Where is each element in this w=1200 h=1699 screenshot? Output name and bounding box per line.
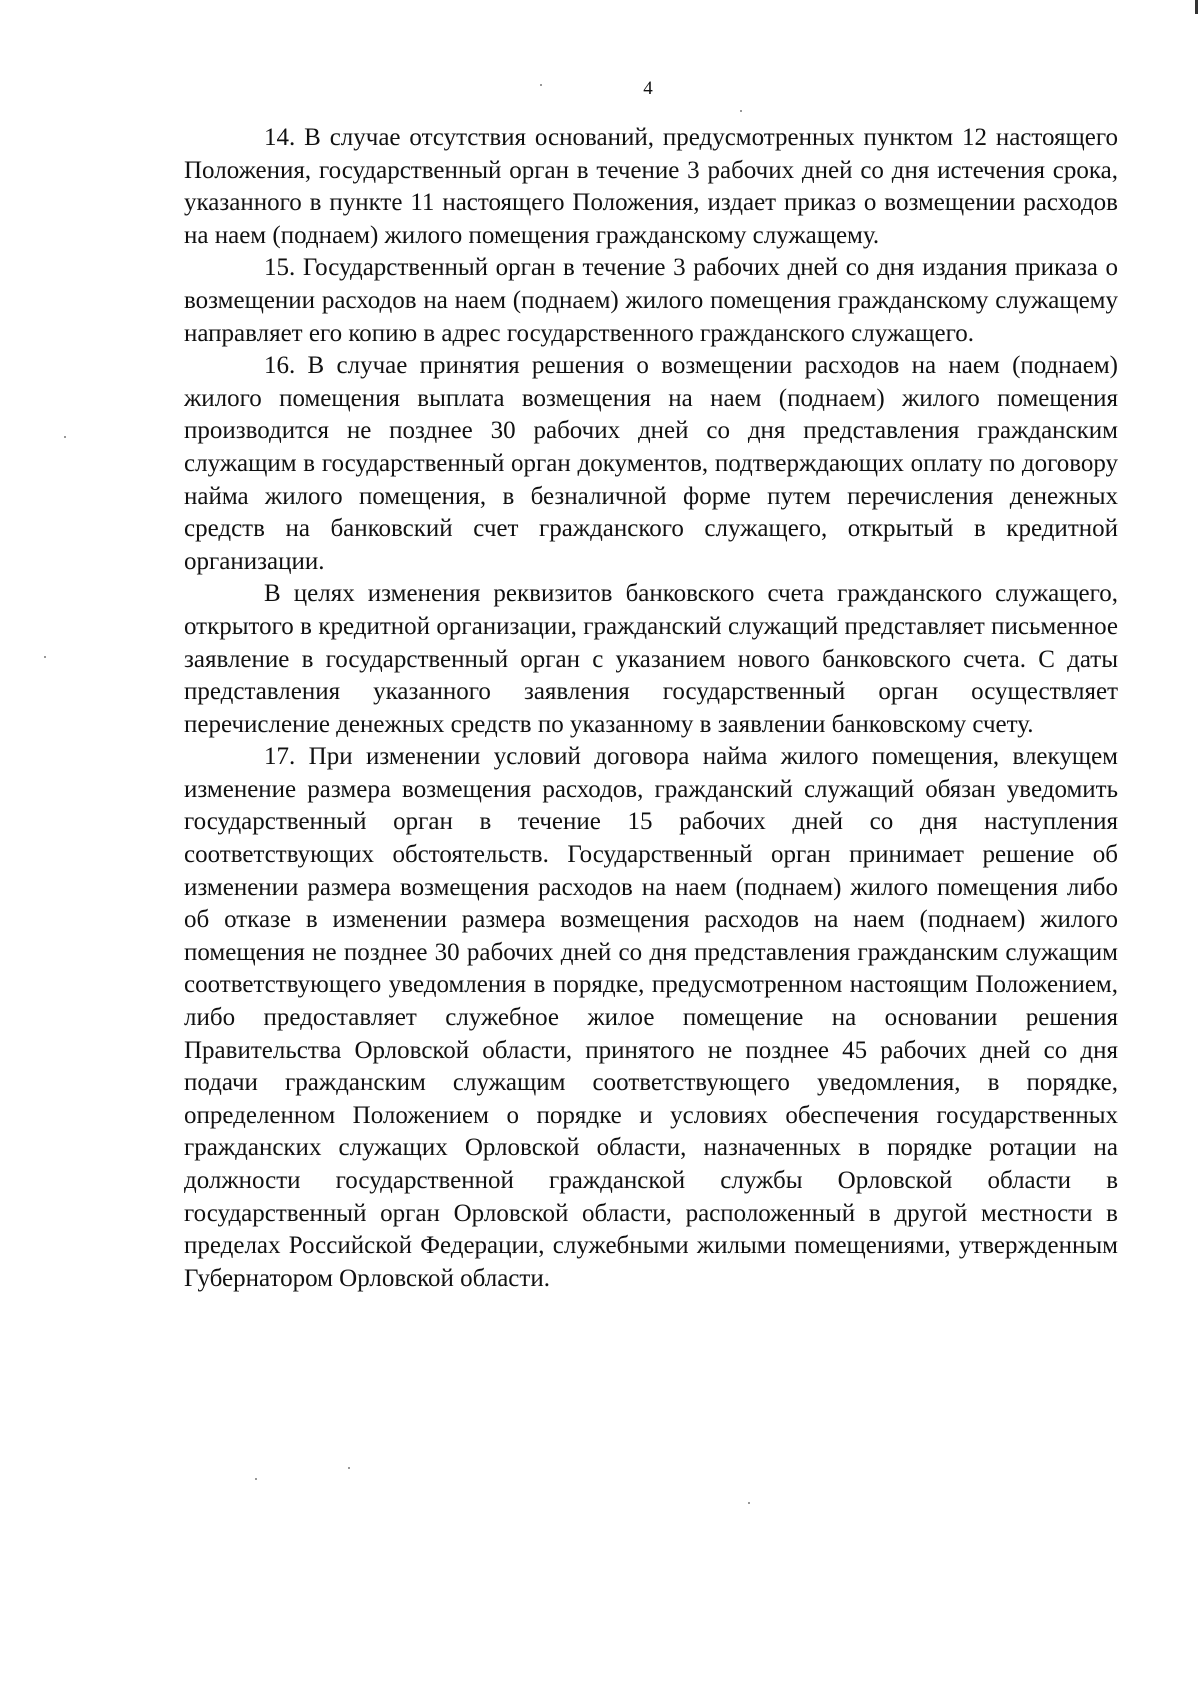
scan-speck xyxy=(44,656,46,658)
scan-speck xyxy=(64,436,66,438)
scan-speck xyxy=(740,110,742,112)
scan-speck xyxy=(255,1478,257,1480)
paragraph-15: 15. Государственный орган в течение 3 рабочих дней со дня издания приказа о возмещении расходов на наем (поднаем) жилого помещения гражданскому служащему направляет его копию в адрес государственного гражданского служащего. xyxy=(184,254,1118,347)
page-number: 4 xyxy=(643,78,653,99)
paragraph-16-bank-details: В целях изменения реквизитов банковского счета гражданского служащего, открытого в кредитной организации, гражданский служащий представляет письменное заявление в государственный орган с указанием нового банковского счета. С даты представления указанного заявления государственный орган осуществляет перечисление денежных средств по указанному в заявлении банковскому счету. xyxy=(184,580,1118,738)
scan-speck xyxy=(748,1502,750,1504)
scan-speck xyxy=(348,1467,350,1469)
paragraph-16: 16. В случае принятия решения о возмещении расходов на наем (поднаем) жилого помещения выплата возмещения на наем (поднаем) жилого помещения производится не позднее 30 рабочих дней со дня представления гражданским служащим в государственный орган документов, подтверждающих оплату по договору найма жилого помещения, в безналичной форме путем перечисления денежных средств на банковский счет гражданского служащего, открытый в кредитной организации. xyxy=(184,352,1118,575)
scan-speck xyxy=(540,84,542,86)
scan-edge-mark xyxy=(1195,0,1198,14)
paragraph-17: 17. При изменении условий договора найма жилого помещения, влекущем изменение размера возмещения расходов, гражданский служащий обязан уведомить государственный орган в течение 15 рабочих дней со дня наступления соответствующих обстоятельств. Государственный орган принимает решение об изменении размера возмещения расходов на наем (поднаем) жилого помещения либо об отказе в изменении размера возмещения расходов на наем (поднаем) жилого помещения не позднее 30 рабочих дней со дня представления гражданским служащим соответствующего уведомления в порядке, предусмотренном настоящим Положением, либо предоставляет служебное жилое помещение на основании решения Правительства Орловской области, принятого не позднее 45 рабочих дней со дня подачи гражданским служащим соответствующего уведомления, в порядке, определенном Положением о порядке и условиях обеспечения государственных гражданских служащих Орловской области, назначенных в порядке ротации на должности государственной гражданской службы Орловской области в государственный орган Орловской области, расположенный в другой местности в пределах Российской Федерации, служебными жилыми помещениями, утвержденным Губернатором Орловской области. xyxy=(184,743,1118,1292)
paragraph-14: 14. В случае отсутствия оснований, предусмотренных пунктом 12 настоящего Положения, государственный орган в течение 3 рабочих дней со дня истечения срока, указанного в пункте 11 настоящего Положения, издает приказ о возмещении расходов на наем (поднаем) жилого помещения гражданскому служащему. xyxy=(184,124,1118,249)
document-body xyxy=(184,122,1118,1295)
